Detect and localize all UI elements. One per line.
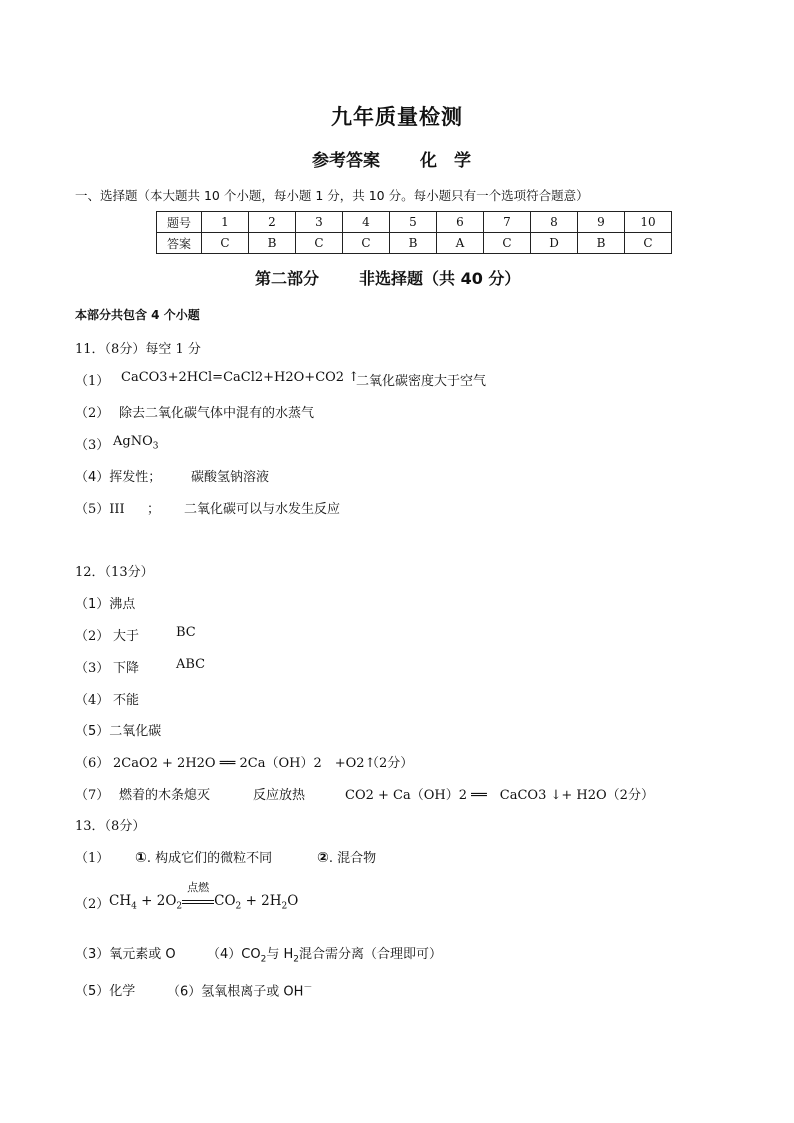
q13-l1-b: . 混合物 xyxy=(328,851,377,866)
q12-l3-b: ABC xyxy=(176,657,206,672)
table-cell: C xyxy=(625,233,672,254)
table-row-answers xyxy=(157,233,672,254)
q11-l2-text: 除去二氧化碳气体中混有的水蒸气 xyxy=(119,406,315,421)
table-cell: 5 xyxy=(390,212,437,233)
q11-l5-text: 二氧化碳可以与水发生反应 xyxy=(184,502,341,517)
q12-l2-label: （2） xyxy=(75,629,110,644)
q13-l2-h: + 2H xyxy=(241,893,282,909)
q13-l2-sub3: 2 xyxy=(235,901,242,912)
table-cell: C xyxy=(202,233,249,254)
table-cell: 2 xyxy=(249,212,296,233)
q13-l3-b xyxy=(207,943,442,965)
table-cell: 9 xyxy=(578,212,625,233)
q13-l4-a: （5）化学 xyxy=(75,984,136,999)
q13-line4 xyxy=(75,980,313,1000)
q11-l1-equation: CaCO3+2HCl=CaCl2+H2O+CO2 ↑ xyxy=(121,370,360,385)
section2-part: 第二部分 xyxy=(255,269,320,288)
q11-l2-label: （2） xyxy=(75,406,110,421)
table-cell: C xyxy=(296,233,343,254)
q11-line1 xyxy=(75,370,487,389)
q12-l4-label: （4） xyxy=(75,693,110,708)
q12-l6-label: （6） xyxy=(75,756,110,771)
reaction-condition xyxy=(182,880,214,908)
subtitle-answer-key: 参考答案 xyxy=(312,151,380,171)
table-cell: B xyxy=(578,233,625,254)
q13-line3 xyxy=(75,943,442,965)
table-cell: D xyxy=(531,233,578,254)
q12-line6 xyxy=(75,752,414,771)
q12-l3-label: （3） xyxy=(75,661,110,676)
q13-l1-item2 xyxy=(317,847,376,866)
q11-header: 11．（8分）每空 1 分 xyxy=(75,342,201,357)
table-cell: 3 xyxy=(296,212,343,233)
q12-l7-label: （7） xyxy=(75,788,110,803)
table-cell: C xyxy=(343,233,390,254)
q11-l5-label: （5）III xyxy=(75,502,125,517)
table-cell: A xyxy=(437,233,484,254)
q12-l3-a: 下降 xyxy=(113,661,140,676)
q12-l7-b: 反应放热 xyxy=(253,788,306,803)
q13-l4-sup: － xyxy=(303,983,313,993)
table-cell: 1 xyxy=(202,212,249,233)
q12-l4-a: 不能 xyxy=(113,693,140,708)
answer-table xyxy=(156,211,672,254)
q13-l3-co: （4）CO xyxy=(207,947,261,962)
q11-l3-sub: 3 xyxy=(152,441,159,452)
q13-l2-label: （2） xyxy=(75,897,110,912)
page-subtitle xyxy=(312,146,471,171)
q13-l2-ch: CH xyxy=(109,893,132,909)
q13-l1-label: （1） xyxy=(75,851,110,866)
circled-two-icon: ② xyxy=(317,850,329,866)
q11-line5 xyxy=(75,498,341,517)
table-cell: 4 xyxy=(343,212,390,233)
q11-l3-label: （3） xyxy=(75,438,110,453)
q13-l1-a: . 构成它们的微粒不同 xyxy=(146,851,273,866)
q12-line1: （1）沸点 xyxy=(75,597,136,612)
q13-l3-sub1: 2 xyxy=(260,954,267,965)
q12-line3 xyxy=(75,657,206,676)
q13-line2 xyxy=(75,880,299,912)
table-cell: 7 xyxy=(484,212,531,233)
q11-l1-text: 二氧化碳密度大于空气 xyxy=(356,374,487,389)
circled-one-icon: ① xyxy=(135,850,147,866)
q11-l4-text: 碳酸氢钠溶液 xyxy=(191,470,270,485)
subtitle-subject: 化 学 xyxy=(420,151,471,171)
page-title: 九年质量检测 xyxy=(331,105,463,129)
double-line-icon xyxy=(182,900,214,904)
q13-l2-o: + 2O xyxy=(136,893,177,909)
q13-l2-equation xyxy=(109,880,299,912)
q12-line4 xyxy=(75,689,140,708)
table-header-cell: 答案 xyxy=(157,233,202,254)
section2-note: 本部分共包含 4 个小题 xyxy=(75,308,200,322)
q13-l2-sub4: 2 xyxy=(281,901,288,912)
q11-line2 xyxy=(75,402,315,421)
table-cell: 10 xyxy=(625,212,672,233)
table-cell: 6 xyxy=(437,212,484,233)
q13-header: 13．（8分） xyxy=(75,819,146,834)
q12-header: 12．（13分） xyxy=(75,565,154,580)
q13-l1-item1 xyxy=(135,847,272,866)
q12-l2-b: BC xyxy=(176,625,196,640)
q13-l4-text: （6）氢氧根离子或 OH xyxy=(167,984,304,1000)
q11-l5-sep: ； xyxy=(147,502,161,517)
q13-l2-co: CO xyxy=(214,893,236,909)
q11-l3-text xyxy=(113,434,158,452)
section1-heading: 一、选择题（本大题共 10 个小题，每小题 1 分，共 10 分。每小题只有一个选项符合题意） xyxy=(75,188,589,203)
section2-title xyxy=(255,266,520,289)
q13-l2-sub1: 4 xyxy=(131,901,137,912)
q11-line4 xyxy=(75,466,270,485)
section2-type: 非选择题（共 40 分） xyxy=(359,269,521,288)
q12-line5: （5）二氧化碳 xyxy=(75,724,162,739)
q13-l3-d: 混合需分离（合理即可） xyxy=(298,947,442,962)
q13-l3-h: 与 H xyxy=(266,947,294,962)
q13-l3-a: （3）氧元素或 O xyxy=(75,947,176,962)
table-row-numbers xyxy=(157,212,672,233)
q13-l4-b xyxy=(167,980,312,999)
q12-l7-equation: CO2 + Ca（OH）2 ══ CaCO3 ↓+ H2O（2分） xyxy=(345,788,654,803)
q13-line1 xyxy=(75,847,377,866)
q12-line7 xyxy=(75,784,654,803)
q11-line3 xyxy=(75,434,159,453)
reaction-condition-label: 点燃 xyxy=(187,880,210,894)
q12-l6-points: （2分） xyxy=(366,756,414,771)
table-cell: B xyxy=(249,233,296,254)
table-cell: C xyxy=(484,233,531,254)
q13-l3-sub2: 2 xyxy=(293,954,299,965)
q13-l2-sub2: 2 xyxy=(176,901,183,912)
q12-l2-a: 大于 xyxy=(113,629,140,644)
table-header-cell: 题号 xyxy=(157,212,202,233)
table-cell: B xyxy=(390,233,437,254)
table-cell: 8 xyxy=(531,212,578,233)
q12-l7-a: 燃着的木条熄灭 xyxy=(119,788,211,803)
q12-l6-equation: 2CaO2 + 2H2O ══ 2Ca（OH）2 +O2↑ xyxy=(113,756,376,771)
q11-l3-formula: AgNO xyxy=(113,434,153,449)
q11-l1-label: （1） xyxy=(75,374,110,389)
q13-l2-o2: O xyxy=(287,893,299,909)
q12-line2 xyxy=(75,625,196,644)
q11-l4-label: （4）挥发性； xyxy=(75,470,162,485)
